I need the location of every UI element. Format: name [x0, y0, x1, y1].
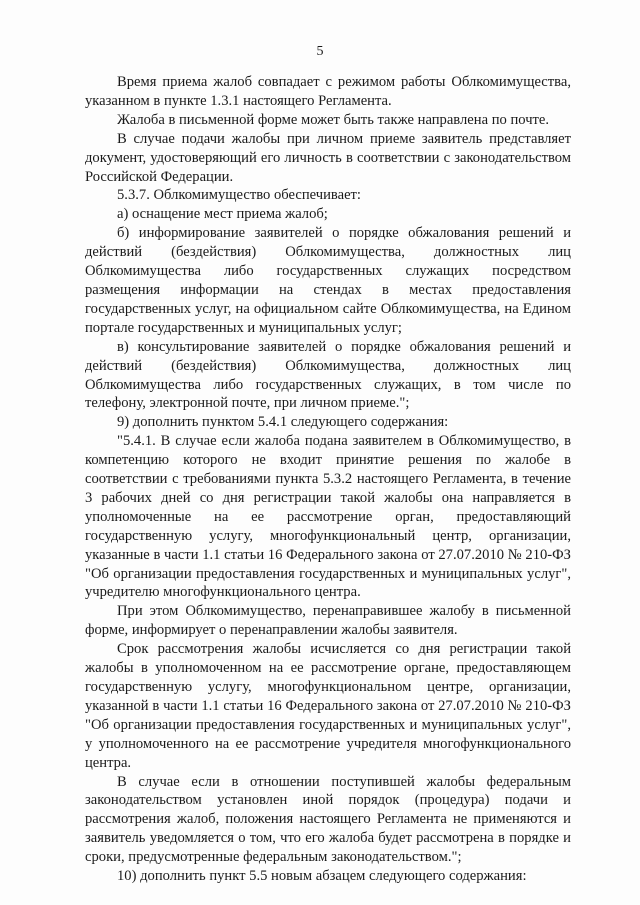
- paragraph-redirect-notice: При этом Облкомимущество, перенаправившее жалобу в письменной форме, информирует о перенаправлении жалобы заявителя.: [85, 603, 571, 639]
- paragraph-clause-5-3-7: 5.3.7. Облкомимущество обеспечивает:: [117, 187, 361, 204]
- paragraph-review-period: Срок рассмотрения жалобы исчисляется со дня регистрации такой жалобы в уполномоченном на ее рассмотрение органе, предоставляющем государственную услугу, многофункциональном центре, организации, указанной в части 1.1 статьи 16 Федерального закона от 27.07.2010 № 210-ФЗ "Об организации предоставления государственных и муниципальных услуг", у уполномоченного на ее рассмотрение учредителя многофункционального центра.: [85, 641, 571, 771]
- paragraph-reception-time: Время приема жалоб совпадает с режимом работы Облкомимущества, указанном в пункте 1.3.1 настоящего Регламента.: [85, 74, 571, 109]
- paragraph-amendment-10: 10) дополнить пункт 5.5 новым абзацем следующего содержания:: [117, 868, 527, 885]
- paragraph-clause-5-4-1: "5.4.1. В случае если жалоба подана заявителем в Облкомимущество, в компетенцию которого не входит принятие решения по жалобе в соответствии с требованиями пункта 5.3.2 настоящего Регламента, в течение 3 рабочих дней со дня регистрации такой жалобы она направляется в уполномоченные на ее рассмотрение орган, предоставляющий государственную услугу, многофункциональный центр, организации, указанные в части 1.1 статьи 16 Федерального закона от 27.07.2010 № 210-ФЗ "Об организации предоставления государственных и муниципальных услуг", учредителю многофункционального центра.: [85, 433, 571, 601]
- paragraph-item-b: б) информирование заявителей о порядке обжалования решений и действий (бездействия) Облкомимущества, должностных лиц Облкомимущества либо государственных служащих посредством размещения информации на стендах в местах предоставления государственных услуг, на официальном сайте Облкомимущества, на Едином портале государственных и муниципальных услуг;: [85, 225, 571, 336]
- document-body: [85, 73, 571, 886]
- paragraph-postal-complaint: Жалоба в письменной форме может быть также направлена по почте.: [117, 111, 550, 128]
- paragraph-federal-procedure: В случае если в отношении поступившей жалобы федеральным законодательством установлен иной порядок (процедура) подачи и рассмотрения жалоб, положения настоящего Регламента не применяются и заявитель уведомляется о том, что его жалоба будет рассмотрена в порядке и сроки, предусмотренные федеральным законодательством.";: [85, 773, 571, 866]
- paragraph-item-a: а) оснащение мест приема жалоб;: [117, 206, 328, 223]
- paragraph-identity-document: В случае подачи жалобы при личном приеме заявитель представляет документ, удостоверяющий его личность в соответствии с законодательством Российской Федерации.: [85, 130, 571, 185]
- page-number: 5: [316, 44, 324, 59]
- paragraph-amendment-9: 9) дополнить пунктом 5.4.1 следующего содержания:: [117, 414, 449, 431]
- paragraph-item-v: в) консультирование заявителей о порядке обжалования решений и действий (бездействия) Облкомимущества, должностных лиц Облкомимущества либо государственных служащих, в том числе по телефону, электронной почте, при личном приеме.";: [85, 338, 571, 412]
